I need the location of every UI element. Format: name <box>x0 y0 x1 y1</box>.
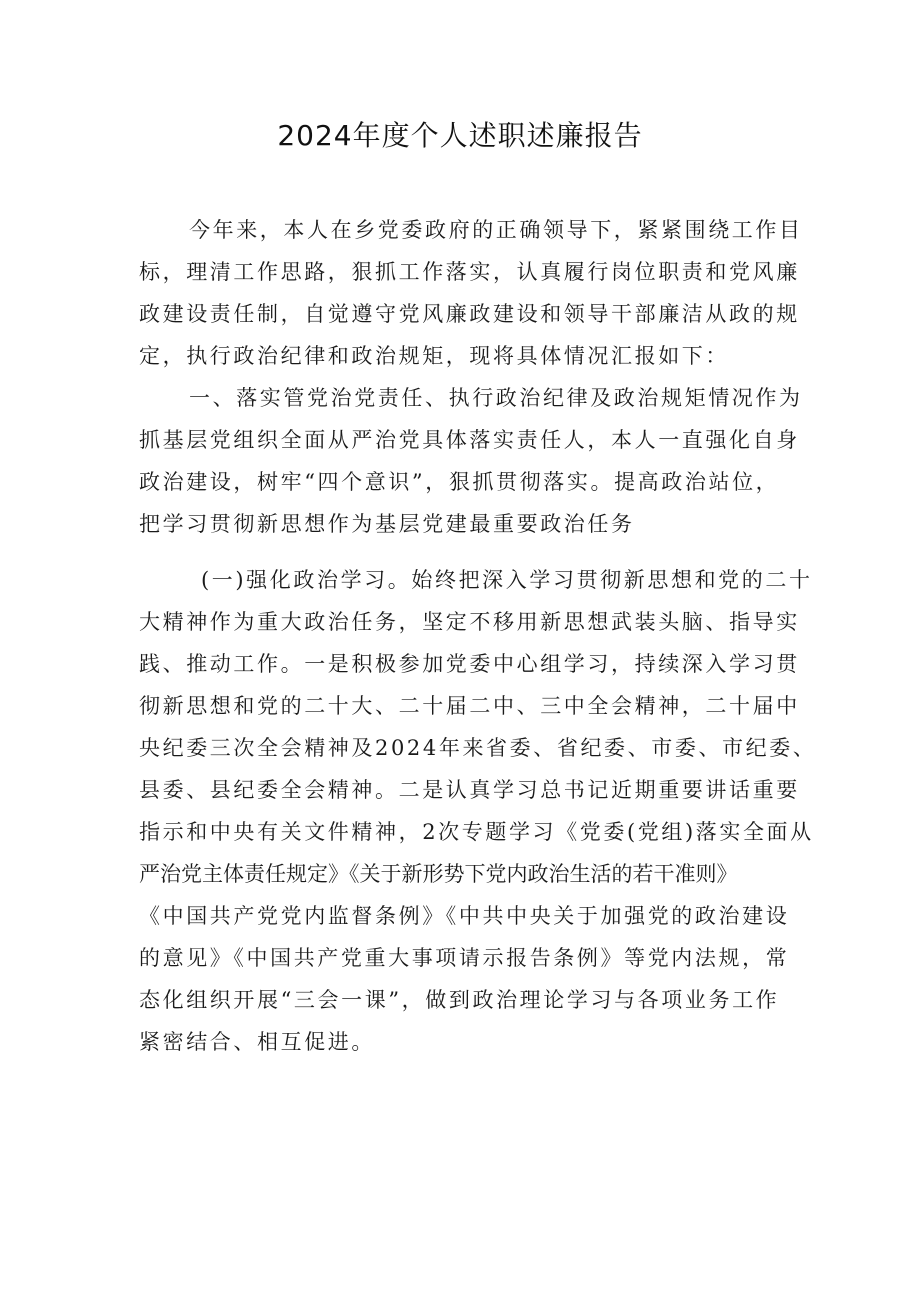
subsection-heading-line: (一)强化政治学习。始终把深入学习贯彻新思想和党的二十 <box>201 568 813 592</box>
paragraph-line: 紧密结合、相互促进。 <box>139 1030 375 1054</box>
paragraph-line: 抓基层党组织全面从严治党具体落实责任人，本人一直强化自身 <box>139 428 800 452</box>
paragraph-line: 彻新思想和党的二十大、二十届二中、三中全会精神，二十届中 <box>139 694 800 718</box>
section-heading-line: 一、落实管党治党责任、执行政治纪律及政治规矩情况作为 <box>189 386 803 410</box>
paragraph-line: 大精神作为重大政治任务，坚定不移用新思想武装头脑、指导实 <box>139 610 800 634</box>
paragraph-line: 央纪委三次全会精神及2024年来省委、省纪委、市委、市纪委、 <box>139 736 817 760</box>
paragraph-line: 《中国共产党党内监督条例》《中共中央关于加强党的政治建设 <box>139 904 790 928</box>
document-title: 2024年度个人述职述廉报告 <box>277 119 643 152</box>
paragraph-line: 指示和中央有关文件精神，2次专题学习《党委(党组)落实全面从 <box>139 820 814 844</box>
paragraph-line: 严治党主体责任规定》《关于新形势下党内政治生活的若干准则》 <box>139 862 738 886</box>
document-body <box>139 209 817 1063</box>
paragraph-line: 践、推动工作。一是积极参加党委中心组学习，持续深入学习贯 <box>139 652 800 676</box>
paragraph-line: 的意见》《中国共产党重大事项请示报告条例》等党内法规，常 <box>139 946 790 970</box>
paragraph-line: 今年来，本人在乡党委政府的正确领导下，紧紧围绕工作目 <box>189 218 803 242</box>
paragraph-line: 把学习贯彻新思想作为基层党建最重要政治任务 <box>139 512 635 536</box>
paragraph-line: 标，理清工作思路，狠抓工作落实，认真履行岗位职责和党风廉 <box>139 260 800 284</box>
paragraph-line: 政治建设，树牢“四个意识”，狠抓贯彻落实。提高政治站位， <box>139 470 780 494</box>
paragraph-line: 县委、县纪委全会精神。二是认真学习总书记近期重要讲话重要 <box>139 778 800 802</box>
paragraph-line: 态化组织开展“三会一课”，做到政治理论学习与各项业务工作 <box>139 988 780 1012</box>
paragraph-line: 定，执行政治纪律和政治规矩，现将具体情况汇报如下： <box>139 344 729 368</box>
paragraph-line: 政建设责任制，自觉遵守党风廉政建设和领导干部廉洁从政的规 <box>139 302 800 326</box>
